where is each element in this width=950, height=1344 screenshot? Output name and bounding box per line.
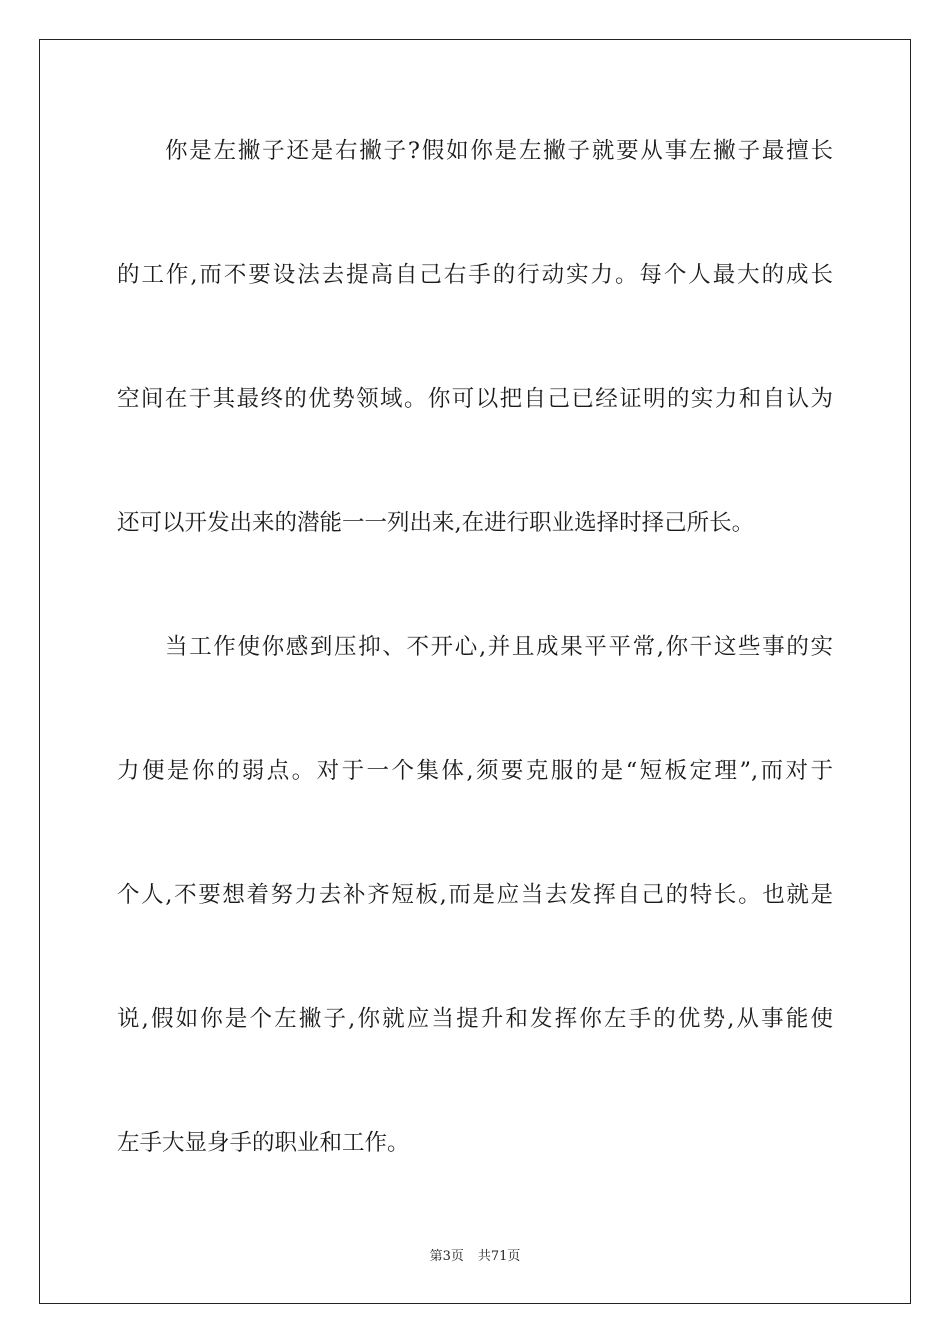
paragraph-2-line-5: 左手大显身手的职业和工作。 <box>117 1130 410 1156</box>
paragraph-1-line-2: 的工作,而不要设法去提高自己右手的行动实力。每个人最大的成长 <box>117 262 833 288</box>
total-pages: 共71页 <box>477 1249 521 1264</box>
paragraph-1-line-1: 你是左撇子还是右撇子?假如你是左撇子就要从事左撇子最擅长 <box>165 138 833 164</box>
page-footer <box>0 1247 950 1267</box>
page-number: 第3页 <box>429 1249 464 1264</box>
paragraph-2-line-4: 说,假如你是个左撇子,你就应当提升和发挥你左手的优势,从事能使 <box>117 1006 833 1032</box>
paragraph-2-line-2: 力便是你的弱点。对于一个集体,须要克服的是“短板定理”,而对于 <box>117 758 833 784</box>
paragraph-1-line-4: 还可以开发出来的潜能一一列出来,在进行职业选择时择己所长。 <box>117 510 755 536</box>
page-border <box>39 39 911 1304</box>
paragraph-2-line-3: 个人,不要想着努力去补齐短板,而是应当去发挥自己的特长。也就是 <box>117 882 833 908</box>
paragraph-2-line-1: 当工作使你感到压抑、不开心,并且成果平平常,你干这些事的实 <box>165 634 833 660</box>
paragraph-1-line-3: 空间在于其最终的优势领域。你可以把自己已经证明的实力和自认为 <box>117 386 833 412</box>
